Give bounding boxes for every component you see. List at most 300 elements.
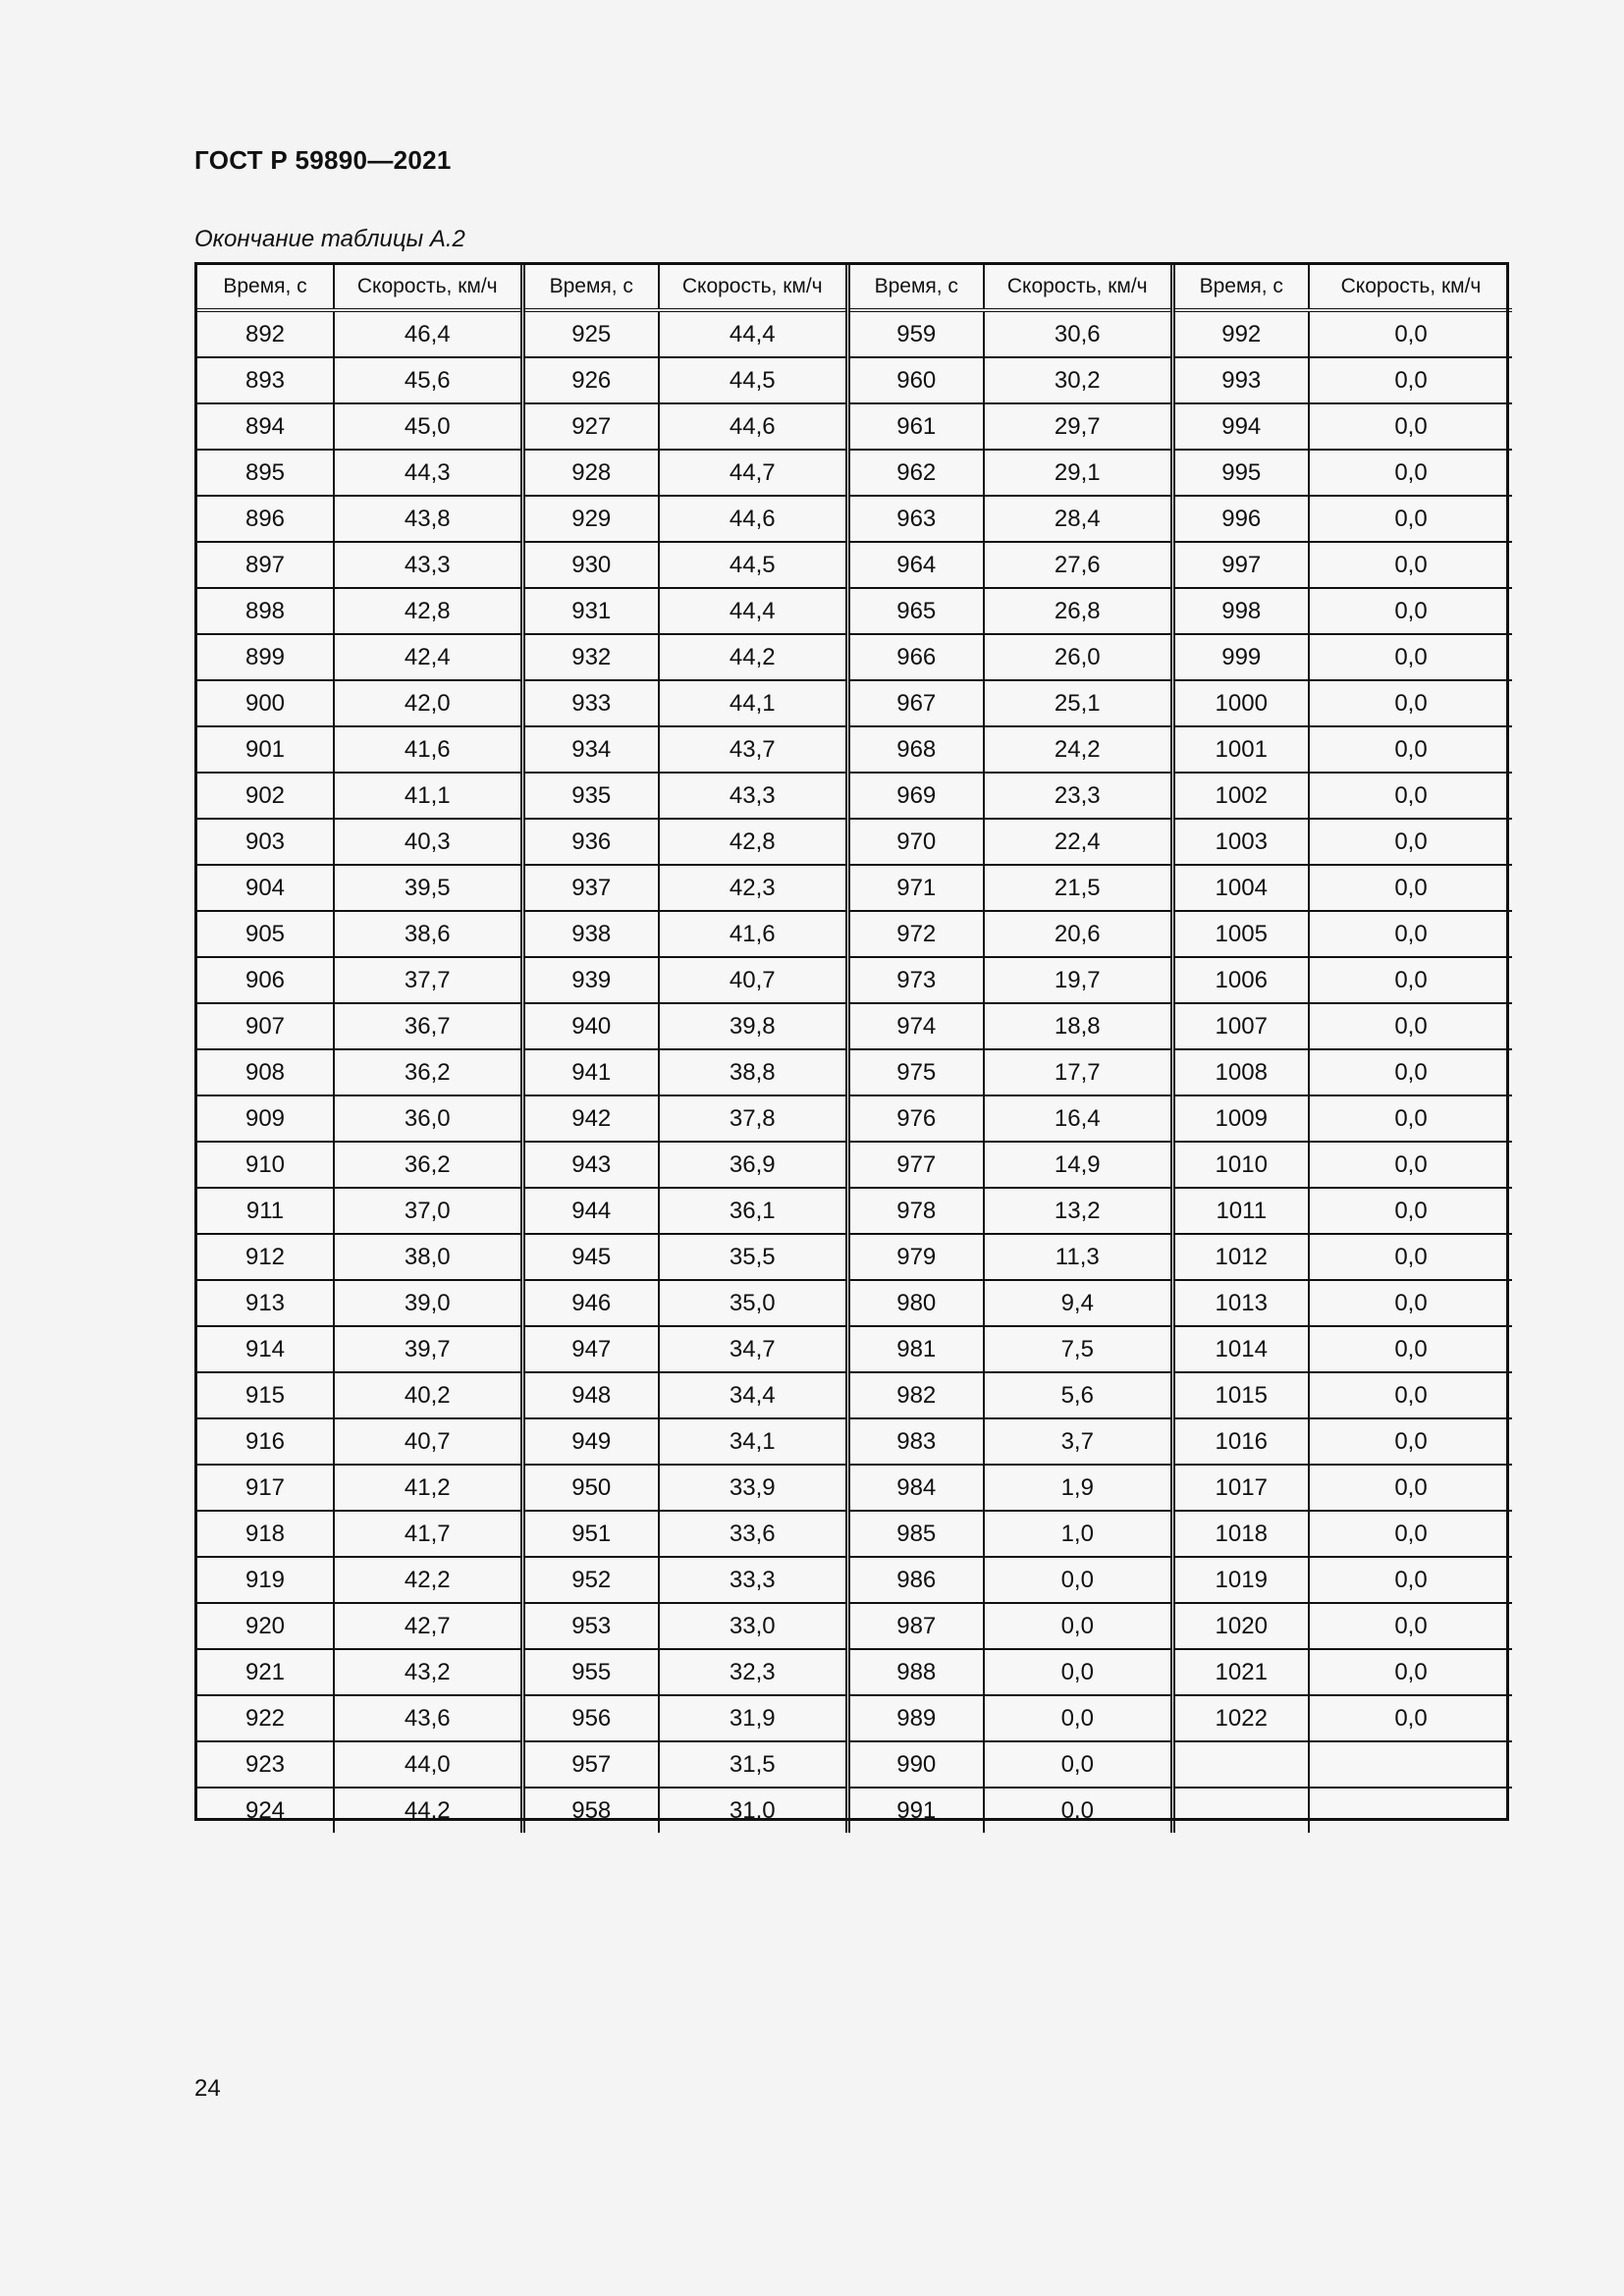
time-cell: 939 (522, 957, 659, 1003)
speed-cell: 44,1 (659, 680, 847, 726)
time-cell: 929 (522, 496, 659, 542)
speed-cell: 0,0 (1309, 450, 1512, 496)
speed-cell: 0,0 (1309, 1418, 1512, 1465)
time-cell: 913 (197, 1280, 334, 1326)
time-cell: 937 (522, 865, 659, 911)
speed-cell: 36,7 (334, 1003, 522, 1049)
speed-cell: 0,0 (1309, 403, 1512, 450)
speed-cell: 36,2 (334, 1049, 522, 1095)
speed-cell: 24,2 (984, 726, 1172, 773)
table-row (197, 1603, 1512, 1649)
time-cell: 951 (522, 1511, 659, 1557)
time-cell: 918 (197, 1511, 334, 1557)
time-cell: 984 (847, 1465, 984, 1511)
speed-cell: 0,0 (1309, 588, 1512, 634)
speed-cell: 18,8 (984, 1003, 1172, 1049)
speed-cell: 0,0 (1309, 1142, 1512, 1188)
speed-cell: 43,3 (659, 773, 847, 819)
time-cell: 985 (847, 1511, 984, 1557)
time-cell: 972 (847, 911, 984, 957)
speed-column-header: Скорость, км/ч (984, 265, 1172, 310)
time-speed-table (197, 265, 1512, 1833)
table-row (197, 450, 1512, 496)
time-cell: 949 (522, 1418, 659, 1465)
time-cell: 963 (847, 496, 984, 542)
speed-cell (1309, 1741, 1512, 1788)
table-row (197, 1095, 1512, 1142)
table-row (197, 1418, 1512, 1465)
speed-cell: 39,7 (334, 1326, 522, 1372)
time-cell: 1011 (1172, 1188, 1309, 1234)
time-cell: 999 (1172, 634, 1309, 680)
speed-cell: 43,3 (334, 542, 522, 588)
speed-cell: 42,2 (334, 1557, 522, 1603)
table-row (197, 588, 1512, 634)
speed-cell: 43,6 (334, 1695, 522, 1741)
speed-cell: 41,2 (334, 1465, 522, 1511)
time-cell: 973 (847, 957, 984, 1003)
time-cell: 936 (522, 819, 659, 865)
time-cell: 960 (847, 357, 984, 403)
time-cell: 898 (197, 588, 334, 634)
speed-cell: 0,0 (1309, 773, 1512, 819)
speed-cell: 39,8 (659, 1003, 847, 1049)
speed-cell: 28,4 (984, 496, 1172, 542)
speed-cell: 26,8 (984, 588, 1172, 634)
speed-cell: 30,2 (984, 357, 1172, 403)
time-cell: 1003 (1172, 819, 1309, 865)
time-cell: 907 (197, 1003, 334, 1049)
speed-cell: 0,0 (1309, 1326, 1512, 1372)
time-cell: 919 (197, 1557, 334, 1603)
table-row (197, 496, 1512, 542)
speed-cell: 41,1 (334, 773, 522, 819)
time-cell: 946 (522, 1280, 659, 1326)
speed-cell: 0,0 (984, 1649, 1172, 1695)
time-cell: 965 (847, 588, 984, 634)
speed-cell: 0,0 (1309, 1557, 1512, 1603)
speed-cell: 21,5 (984, 865, 1172, 911)
table-header-row (197, 265, 1512, 310)
time-cell: 1005 (1172, 911, 1309, 957)
speed-cell: 44,4 (659, 310, 847, 357)
time-cell: 927 (522, 403, 659, 450)
time-cell: 970 (847, 819, 984, 865)
data-table-container (194, 262, 1509, 1824)
time-column-header: Время, с (1172, 265, 1309, 310)
speed-cell: 41,7 (334, 1511, 522, 1557)
time-cell: 1004 (1172, 865, 1309, 911)
time-column-header: Время, с (847, 265, 984, 310)
time-cell: 989 (847, 1695, 984, 1741)
speed-cell: 0,0 (1309, 911, 1512, 957)
speed-cell: 0,0 (984, 1741, 1172, 1788)
table-row (197, 680, 1512, 726)
time-cell: 956 (522, 1695, 659, 1741)
table-row (197, 726, 1512, 773)
time-cell: 922 (197, 1695, 334, 1741)
time-cell: 948 (522, 1372, 659, 1418)
time-cell: 994 (1172, 403, 1309, 450)
time-cell: 1000 (1172, 680, 1309, 726)
table-row (197, 1326, 1512, 1372)
speed-column-header: Скорость, км/ч (334, 265, 522, 310)
time-cell: 1017 (1172, 1465, 1309, 1511)
speed-cell: 30,6 (984, 310, 1172, 357)
speed-cell: 37,0 (334, 1188, 522, 1234)
time-cell: 912 (197, 1234, 334, 1280)
time-cell: 916 (197, 1418, 334, 1465)
speed-cell: 40,7 (334, 1418, 522, 1465)
speed-column-header: Скорость, км/ч (1309, 265, 1512, 310)
speed-cell: 32,3 (659, 1649, 847, 1695)
speed-cell: 0,0 (1309, 496, 1512, 542)
speed-cell: 39,0 (334, 1280, 522, 1326)
speed-cell: 27,6 (984, 542, 1172, 588)
speed-cell: 20,6 (984, 911, 1172, 957)
speed-cell: 0,0 (984, 1695, 1172, 1741)
time-cell: 908 (197, 1049, 334, 1095)
speed-cell (1309, 1788, 1512, 1833)
speed-cell: 42,8 (659, 819, 847, 865)
speed-cell: 17,7 (984, 1049, 1172, 1095)
time-cell: 962 (847, 450, 984, 496)
table-row (197, 1372, 1512, 1418)
speed-cell: 44,2 (659, 634, 847, 680)
page-number: 24 (194, 2075, 221, 2102)
time-cell: 894 (197, 403, 334, 450)
table-row (197, 1649, 1512, 1695)
time-cell: 982 (847, 1372, 984, 1418)
speed-cell: 42,4 (334, 634, 522, 680)
time-cell: 958 (522, 1788, 659, 1833)
time-cell: 940 (522, 1003, 659, 1049)
time-cell: 976 (847, 1095, 984, 1142)
speed-cell: 38,0 (334, 1234, 522, 1280)
time-cell: 896 (197, 496, 334, 542)
time-cell: 942 (522, 1095, 659, 1142)
time-cell: 911 (197, 1188, 334, 1234)
speed-cell: 0,0 (1309, 1095, 1512, 1142)
table-row (197, 1142, 1512, 1188)
time-cell: 933 (522, 680, 659, 726)
table-row (197, 403, 1512, 450)
time-cell: 943 (522, 1142, 659, 1188)
speed-cell: 0,0 (1309, 542, 1512, 588)
speed-cell: 38,6 (334, 911, 522, 957)
time-cell: 1018 (1172, 1511, 1309, 1557)
time-cell: 903 (197, 819, 334, 865)
speed-cell: 16,4 (984, 1095, 1172, 1142)
time-cell: 902 (197, 773, 334, 819)
table-row (197, 310, 1512, 357)
table-row (197, 1511, 1512, 1557)
speed-cell: 44,6 (659, 496, 847, 542)
speed-cell: 9,4 (984, 1280, 1172, 1326)
time-cell: 910 (197, 1142, 334, 1188)
time-cell: 925 (522, 310, 659, 357)
speed-cell: 42,3 (659, 865, 847, 911)
time-cell: 955 (522, 1649, 659, 1695)
time-cell: 996 (1172, 496, 1309, 542)
time-cell: 986 (847, 1557, 984, 1603)
document-header: ГОСТ Р 59890—2021 (194, 145, 452, 175)
time-cell: 997 (1172, 542, 1309, 588)
time-cell: 969 (847, 773, 984, 819)
time-cell: 928 (522, 450, 659, 496)
table-row (197, 911, 1512, 957)
speed-cell: 13,2 (984, 1188, 1172, 1234)
table-body (197, 310, 1512, 1833)
time-cell: 1012 (1172, 1234, 1309, 1280)
time-cell: 992 (1172, 310, 1309, 357)
time-cell: 1016 (1172, 1418, 1309, 1465)
speed-cell: 0,0 (1309, 310, 1512, 357)
speed-cell: 0,0 (1309, 357, 1512, 403)
table-row (197, 1280, 1512, 1326)
speed-cell: 35,5 (659, 1234, 847, 1280)
time-cell: 915 (197, 1372, 334, 1418)
speed-cell: 0,0 (1309, 680, 1512, 726)
speed-cell: 0,0 (1309, 634, 1512, 680)
speed-cell: 33,9 (659, 1465, 847, 1511)
time-cell: 952 (522, 1557, 659, 1603)
time-cell: 935 (522, 773, 659, 819)
table-row (197, 357, 1512, 403)
time-cell: 981 (847, 1326, 984, 1372)
speed-cell: 44,5 (659, 542, 847, 588)
time-cell (1172, 1788, 1309, 1833)
speed-cell: 34,1 (659, 1418, 847, 1465)
time-cell: 900 (197, 680, 334, 726)
speed-cell: 0,0 (1309, 726, 1512, 773)
table-row (197, 634, 1512, 680)
speed-cell: 33,0 (659, 1603, 847, 1649)
table-row (197, 1188, 1512, 1234)
time-cell: 1007 (1172, 1003, 1309, 1049)
speed-cell: 0,0 (984, 1603, 1172, 1649)
table-row (197, 819, 1512, 865)
time-cell: 1002 (1172, 773, 1309, 819)
time-cell: 921 (197, 1649, 334, 1695)
speed-cell: 0,0 (1309, 1234, 1512, 1280)
speed-cell: 3,7 (984, 1418, 1172, 1465)
speed-cell: 0,0 (1309, 865, 1512, 911)
speed-cell: 0,0 (1309, 1465, 1512, 1511)
speed-cell: 40,2 (334, 1372, 522, 1418)
speed-cell: 0,0 (984, 1788, 1172, 1833)
speed-cell: 7,5 (984, 1326, 1172, 1372)
time-cell: 1013 (1172, 1280, 1309, 1326)
time-cell: 977 (847, 1142, 984, 1188)
speed-cell: 38,8 (659, 1049, 847, 1095)
speed-cell: 45,6 (334, 357, 522, 403)
time-cell: 964 (847, 542, 984, 588)
speed-cell: 40,7 (659, 957, 847, 1003)
time-cell: 917 (197, 1465, 334, 1511)
speed-cell: 43,8 (334, 496, 522, 542)
table-caption: Окончание таблицы А.2 (194, 226, 465, 252)
table-row (197, 773, 1512, 819)
speed-cell: 45,0 (334, 403, 522, 450)
speed-cell: 0,0 (1309, 1188, 1512, 1234)
speed-cell: 0,0 (1309, 1003, 1512, 1049)
time-cell: 961 (847, 403, 984, 450)
speed-cell: 44,6 (659, 403, 847, 450)
time-cell: 938 (522, 911, 659, 957)
speed-cell: 19,7 (984, 957, 1172, 1003)
time-cell: 953 (522, 1603, 659, 1649)
speed-cell: 41,6 (334, 726, 522, 773)
speed-cell: 37,8 (659, 1095, 847, 1142)
speed-cell: 35,0 (659, 1280, 847, 1326)
table-row (197, 1049, 1512, 1095)
speed-cell: 25,1 (984, 680, 1172, 726)
speed-cell: 0,0 (1309, 1603, 1512, 1649)
time-cell: 1021 (1172, 1649, 1309, 1695)
speed-cell: 37,7 (334, 957, 522, 1003)
time-cell: 909 (197, 1095, 334, 1142)
speed-cell: 36,1 (659, 1188, 847, 1234)
time-cell: 941 (522, 1049, 659, 1095)
time-column-header: Время, с (522, 265, 659, 310)
time-cell: 1001 (1172, 726, 1309, 773)
speed-cell: 46,4 (334, 310, 522, 357)
time-cell: 990 (847, 1741, 984, 1788)
speed-cell: 0,0 (1309, 1695, 1512, 1741)
time-cell: 904 (197, 865, 334, 911)
speed-cell: 40,3 (334, 819, 522, 865)
time-cell: 892 (197, 310, 334, 357)
time-cell: 993 (1172, 357, 1309, 403)
speed-cell: 33,6 (659, 1511, 847, 1557)
speed-cell: 44,0 (334, 1741, 522, 1788)
time-column-header: Время, с (197, 265, 334, 310)
speed-cell: 1,0 (984, 1511, 1172, 1557)
time-cell: 930 (522, 542, 659, 588)
speed-cell: 5,6 (984, 1372, 1172, 1418)
time-cell: 897 (197, 542, 334, 588)
time-cell (1172, 1741, 1309, 1788)
table-row (197, 542, 1512, 588)
speed-cell: 0,0 (1309, 1280, 1512, 1326)
table-row (197, 1003, 1512, 1049)
time-cell: 899 (197, 634, 334, 680)
time-cell: 995 (1172, 450, 1309, 496)
time-cell: 1019 (1172, 1557, 1309, 1603)
speed-cell: 0,0 (1309, 819, 1512, 865)
speed-cell: 11,3 (984, 1234, 1172, 1280)
table-row (197, 957, 1512, 1003)
speed-cell: 31,0 (659, 1788, 847, 1833)
time-cell: 1022 (1172, 1695, 1309, 1741)
speed-cell: 44,2 (334, 1788, 522, 1833)
time-cell: 974 (847, 1003, 984, 1049)
time-cell: 1014 (1172, 1326, 1309, 1372)
time-cell: 932 (522, 634, 659, 680)
time-cell: 947 (522, 1326, 659, 1372)
speed-cell: 41,6 (659, 911, 847, 957)
speed-column-header: Скорость, км/ч (659, 265, 847, 310)
speed-cell: 34,7 (659, 1326, 847, 1372)
time-cell: 924 (197, 1788, 334, 1833)
speed-cell: 0,0 (1309, 1049, 1512, 1095)
time-cell: 905 (197, 911, 334, 957)
time-cell: 987 (847, 1603, 984, 1649)
speed-cell: 36,2 (334, 1142, 522, 1188)
time-cell: 1008 (1172, 1049, 1309, 1095)
time-cell: 945 (522, 1234, 659, 1280)
time-cell: 1006 (1172, 957, 1309, 1003)
speed-cell: 29,7 (984, 403, 1172, 450)
time-cell: 914 (197, 1326, 334, 1372)
speed-cell: 42,0 (334, 680, 522, 726)
time-cell: 895 (197, 450, 334, 496)
time-cell: 957 (522, 1741, 659, 1788)
table-row (197, 865, 1512, 911)
time-cell: 998 (1172, 588, 1309, 634)
speed-cell: 44,3 (334, 450, 522, 496)
time-cell: 1020 (1172, 1603, 1309, 1649)
speed-cell: 31,9 (659, 1695, 847, 1741)
speed-cell: 34,4 (659, 1372, 847, 1418)
time-cell: 968 (847, 726, 984, 773)
speed-cell: 31,5 (659, 1741, 847, 1788)
speed-cell: 43,2 (334, 1649, 522, 1695)
speed-cell: 36,0 (334, 1095, 522, 1142)
time-cell: 926 (522, 357, 659, 403)
speed-cell: 23,3 (984, 773, 1172, 819)
speed-cell: 44,5 (659, 357, 847, 403)
table-row (197, 1695, 1512, 1741)
speed-cell: 0,0 (1309, 957, 1512, 1003)
time-cell: 906 (197, 957, 334, 1003)
speed-cell: 1,9 (984, 1465, 1172, 1511)
time-cell: 931 (522, 588, 659, 634)
time-cell: 923 (197, 1741, 334, 1788)
table-row (197, 1557, 1512, 1603)
speed-cell: 44,7 (659, 450, 847, 496)
speed-cell: 0,0 (1309, 1372, 1512, 1418)
table-row (197, 1234, 1512, 1280)
speed-cell: 22,4 (984, 819, 1172, 865)
speed-cell: 29,1 (984, 450, 1172, 496)
speed-cell: 42,8 (334, 588, 522, 634)
time-cell: 944 (522, 1188, 659, 1234)
speed-cell: 0,0 (1309, 1511, 1512, 1557)
time-cell: 980 (847, 1280, 984, 1326)
speed-cell: 39,5 (334, 865, 522, 911)
time-cell: 1009 (1172, 1095, 1309, 1142)
time-cell: 978 (847, 1188, 984, 1234)
time-cell: 966 (847, 634, 984, 680)
speed-cell: 0,0 (1309, 1649, 1512, 1695)
time-cell: 967 (847, 680, 984, 726)
time-cell: 991 (847, 1788, 984, 1833)
speed-cell: 44,4 (659, 588, 847, 634)
time-cell: 979 (847, 1234, 984, 1280)
table-row (197, 1788, 1512, 1833)
time-cell: 1015 (1172, 1372, 1309, 1418)
time-cell: 1010 (1172, 1142, 1309, 1188)
speed-cell: 14,9 (984, 1142, 1172, 1188)
table-row (197, 1465, 1512, 1511)
speed-cell: 26,0 (984, 634, 1172, 680)
time-cell: 975 (847, 1049, 984, 1095)
time-cell: 988 (847, 1649, 984, 1695)
time-cell: 901 (197, 726, 334, 773)
speed-cell: 36,9 (659, 1142, 847, 1188)
